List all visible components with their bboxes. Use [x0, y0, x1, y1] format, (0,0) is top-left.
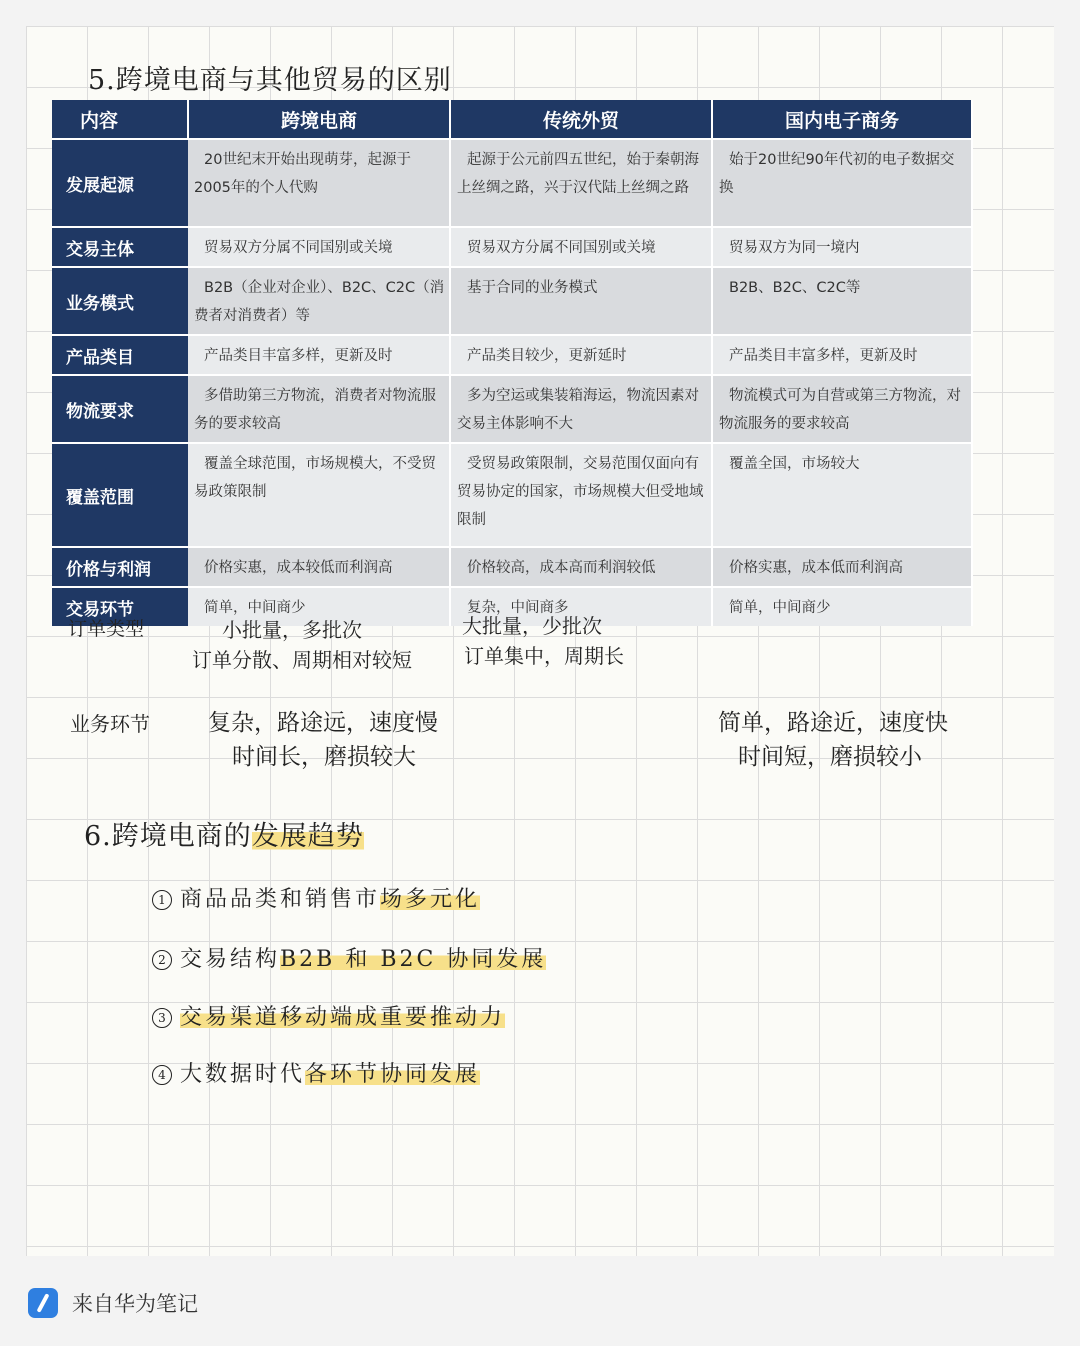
row-label: 业务模式	[52, 267, 188, 335]
table-cell: 简单，中间商少	[188, 587, 450, 626]
number-4-icon: 4	[152, 1065, 172, 1085]
table-cell: 简单，中间商少	[712, 587, 972, 626]
order-cross-line2: 订单分散、周期相对较短	[192, 648, 412, 672]
table-cell: 贸易双方分属不同国别或关境	[450, 227, 712, 267]
comparison-table-wrapper	[52, 100, 972, 620]
header-cross-border: 跨境电商	[188, 100, 450, 139]
trend-4-text: 大数据时代	[180, 1062, 306, 1087]
order-cross-line1: 小批量，多批次	[222, 618, 362, 642]
order-trad-line2: 订单集中，周期长	[464, 644, 624, 668]
table-cell: 起源于公元前四五世纪，始于秦朝海上丝绸之路，兴于汉代陆上丝绸之路	[450, 139, 712, 227]
order-type-label: 订单类型	[68, 618, 145, 640]
trend-2-text: 交易结构	[180, 947, 281, 972]
table-cell: 覆盖全国，市场较大	[712, 443, 972, 547]
table-cell: 产品类目丰富多样，更新及时	[712, 335, 972, 375]
comparison-table	[52, 100, 973, 626]
header-traditional: 传统外贸	[450, 100, 712, 139]
table-row	[52, 227, 972, 267]
table-cell: 多为空运或集装箱海运，物流因素对交易主体影响不大	[450, 375, 712, 443]
table-cell: 价格较高，成本高而利润较低	[450, 547, 712, 587]
table-cell: 产品类目丰富多样，更新及时	[188, 335, 450, 375]
trend-item-1	[152, 882, 480, 913]
trend-item-4	[152, 1057, 480, 1088]
number-2-icon: 2	[152, 950, 172, 970]
table-row	[52, 375, 972, 443]
table-cell: 多借助第三方物流，消费者对物流服务的要求较高	[188, 375, 450, 443]
biz-dom-line2: 时间短，磨损较小	[738, 744, 922, 770]
row-label: 覆盖范围	[52, 443, 188, 547]
table-cell: 贸易双方为同一境内	[712, 227, 972, 267]
number-3-icon: 3	[152, 1008, 172, 1028]
app-footer[interactable]	[28, 1285, 198, 1321]
row-label: 产品类目	[52, 335, 188, 375]
header-domestic: 国内电子商务	[712, 100, 972, 139]
row-label: 交易主体	[52, 227, 188, 267]
trend-1-text: 商品品类和销售市	[180, 887, 381, 912]
table-header-row	[52, 100, 972, 139]
table-cell: 物流模式可为自营或第三方物流，对物流服务的要求较高	[712, 375, 972, 443]
biz-cross-line1: 复杂，路途远，速度慢	[208, 710, 438, 736]
table-row	[52, 139, 972, 227]
order-trad-line1: 大批量，少批次	[462, 614, 602, 638]
table-cell: 20世纪末开始出现萌芽，起源于2005年的个人代购	[188, 139, 450, 227]
section6-title	[84, 814, 364, 853]
huawei-notes-logo-icon	[28, 1288, 58, 1318]
biz-dom-line1: 简单，路途近，速度快	[718, 710, 948, 736]
table-row	[52, 335, 972, 375]
table-cell: B2B、B2C、C2C等	[712, 267, 972, 335]
section6-title-prefix: 6.跨境电商的	[84, 821, 252, 852]
trend-4-highlight: 各环节协同发展	[305, 1062, 481, 1087]
trend-3-highlight: 交易渠道移动端成重要推动力	[180, 1005, 506, 1030]
trend-item-3	[152, 1000, 505, 1031]
table-row	[52, 547, 972, 587]
row-label: 物流要求	[52, 375, 188, 443]
table-row	[52, 443, 972, 547]
section5-title-text: 5.跨境电商与其他贸易的区别	[88, 65, 452, 96]
table-cell: 产品类目较少，更新延时	[450, 335, 712, 375]
table-cell: 贸易双方分属不同国别或关境	[188, 227, 450, 267]
table-cell: 价格实惠，成本较低而利润高	[188, 547, 450, 587]
biz-step-label: 业务环节	[70, 712, 150, 736]
table-cell: 始于20世纪90年代初的电子数据交换	[712, 139, 972, 227]
trend-2-highlight: B2B 和 B2C 协同发展	[280, 947, 547, 972]
row-label: 价格与利润	[52, 547, 188, 587]
table-cell: 复杂，中间商多	[450, 587, 712, 626]
trend-item-2	[152, 942, 546, 973]
table-cell: 基于合同的业务模式	[450, 267, 712, 335]
section5-title	[88, 58, 452, 97]
trend-1-highlight: 场多元化	[380, 887, 481, 912]
row-label: 发展起源	[52, 139, 188, 227]
table-cell: 受贸易政策限制，交易范围仅面向有贸易协定的国家，市场规模大但受地域限制	[450, 443, 712, 547]
number-1-icon: 1	[152, 890, 172, 910]
biz-cross-line2: 时间长，磨损较大	[232, 744, 416, 770]
table-cell: 覆盖全球范围，市场规模大，不受贸易政策限制	[188, 443, 450, 547]
row-label: 交易环节	[52, 587, 188, 626]
table-row	[52, 267, 972, 335]
header-content: 内容	[52, 100, 188, 139]
section6-title-highlight: 发展趋势	[251, 821, 364, 852]
table-cell: 价格实惠，成本低而利润高	[712, 547, 972, 587]
footer-source-text: 来自华为笔记	[72, 1292, 198, 1316]
table-cell: B2B（企业对企业）、B2C、C2C（消费者对消费者）等	[188, 267, 450, 335]
